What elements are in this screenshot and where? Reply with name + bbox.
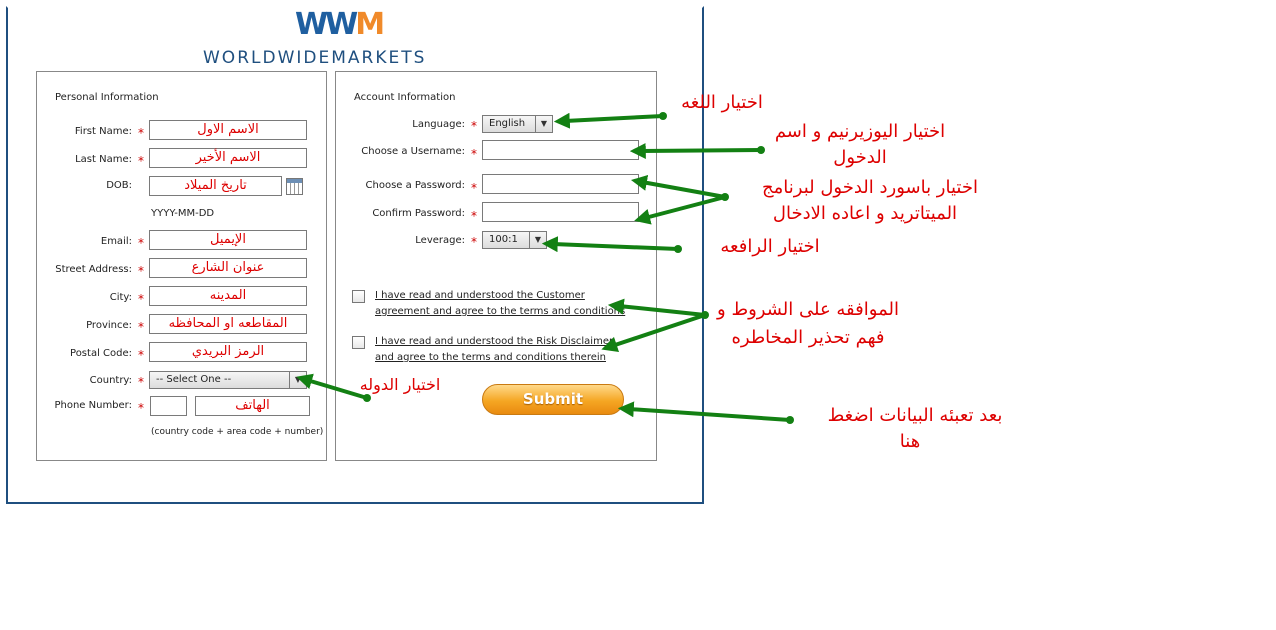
required-icon: *: [138, 154, 144, 168]
required-icon: *: [471, 209, 477, 223]
annotation-language: اختيار اللغه: [681, 92, 763, 113]
confirm-password-label: Confirm Password:: [372, 208, 465, 219]
submit-button[interactable]: Submit: [482, 384, 624, 415]
street-label: Street Address:: [55, 264, 132, 275]
annotation-agree-2: فهم تحذير المخاطره: [731, 327, 885, 348]
required-icon: *: [138, 348, 144, 362]
annotation-username-2: الدخول: [833, 147, 887, 168]
annotation-username-1: اختيار اليوزيرنيم و اسم: [774, 121, 946, 142]
province-hint: المقاطعه او المحافظه: [168, 316, 288, 331]
annotation-leverage: اختيار الرافعه: [720, 236, 820, 257]
password-label: Choose a Password:: [365, 180, 465, 191]
arrow-confirm-password: [645, 197, 725, 218]
required-icon: *: [138, 292, 144, 306]
last-name-label: Last Name:: [75, 154, 132, 165]
language-label: Language:: [412, 119, 465, 130]
logo-ww: WW: [295, 7, 356, 42]
required-icon: *: [471, 147, 477, 161]
phone-hint: الهاتف: [235, 398, 270, 413]
leverage-label: Leverage:: [415, 235, 465, 246]
postal-hint: الرمز البريدي: [191, 344, 265, 359]
annotation-password-1: اختيار باسورد الدخول لبرنامج: [762, 177, 978, 198]
dob-label: DOB:: [106, 180, 132, 191]
customer-agreement-line2: agreement and agree to the terms and conditions: [375, 306, 626, 317]
country-selected-value: -- Select One --: [156, 374, 232, 385]
annotation-country: اختيار الدوله: [359, 375, 441, 394]
annotation-submit-1: بعد تعبئه البيانات اضغط: [827, 405, 1003, 426]
required-icon: *: [138, 264, 144, 278]
city-label: City:: [109, 292, 132, 303]
annotation-password-2: الميتاتريد و اعاده الادخال: [772, 203, 958, 224]
dob-format: YYYY-MM-DD: [151, 208, 215, 219]
city-hint: المدينه: [209, 288, 247, 303]
language-selected-value: English: [489, 118, 526, 129]
username-label: Choose a Username:: [361, 146, 465, 157]
province-label: Province:: [86, 320, 132, 331]
chevron-down-icon[interactable]: ▼: [535, 116, 552, 132]
arrow-language: [565, 116, 663, 121]
email-hint: الإيميل: [210, 232, 246, 247]
logo-m: M: [355, 7, 383, 42]
arrow-agree-risk: [612, 315, 705, 346]
chevron-down-icon[interactable]: ▼: [529, 232, 546, 248]
arrow-username: [641, 150, 761, 151]
personal-info-title: Personal Information: [55, 92, 159, 103]
required-icon: *: [138, 375, 144, 389]
account-info-title: Account Information: [354, 92, 456, 103]
postal-label: Postal Code:: [70, 348, 132, 359]
phone-format-note: (country code + area code + number): [151, 427, 324, 437]
required-icon: *: [138, 236, 144, 250]
arrow-leverage: [553, 244, 678, 249]
arrow-agree-customer: [619, 306, 705, 315]
risk-disclaimer-line2: and agree to the terms and conditions therein: [375, 352, 606, 363]
dob-hint: تاريخ الميلاد: [184, 178, 247, 193]
annotation-submit-2: هنا: [899, 431, 921, 452]
country-label: Country:: [89, 375, 132, 386]
brand-name: WORLDWIDEMARKETS: [203, 48, 427, 68]
street-hint: عنوان الشارع: [191, 260, 265, 275]
arrow-submit: [629, 409, 790, 420]
required-icon: *: [471, 235, 477, 249]
required-icon: *: [471, 119, 477, 133]
phone-label: Phone Number:: [54, 400, 132, 411]
annotation-agree-1: الموافقه على الشروط و: [717, 299, 899, 320]
leverage-selected-value: 100:1: [489, 234, 518, 245]
email-label: Email:: [100, 236, 132, 247]
chevron-down-icon[interactable]: ▼: [289, 372, 306, 388]
required-icon: *: [471, 181, 477, 195]
arrow-password: [642, 182, 725, 197]
required-icon: *: [138, 320, 144, 334]
risk-disclaimer-line1: I have read and understood the Risk Disclaimer: [375, 336, 614, 347]
customer-agreement-line1: I have read and understood the Customer: [375, 290, 585, 301]
required-icon: *: [138, 401, 144, 415]
first-name-hint: الاسم الاول: [197, 122, 259, 137]
required-icon: *: [138, 126, 144, 140]
last-name-hint: الاسم الأخير: [195, 150, 261, 165]
first-name-label: First Name:: [74, 126, 132, 137]
